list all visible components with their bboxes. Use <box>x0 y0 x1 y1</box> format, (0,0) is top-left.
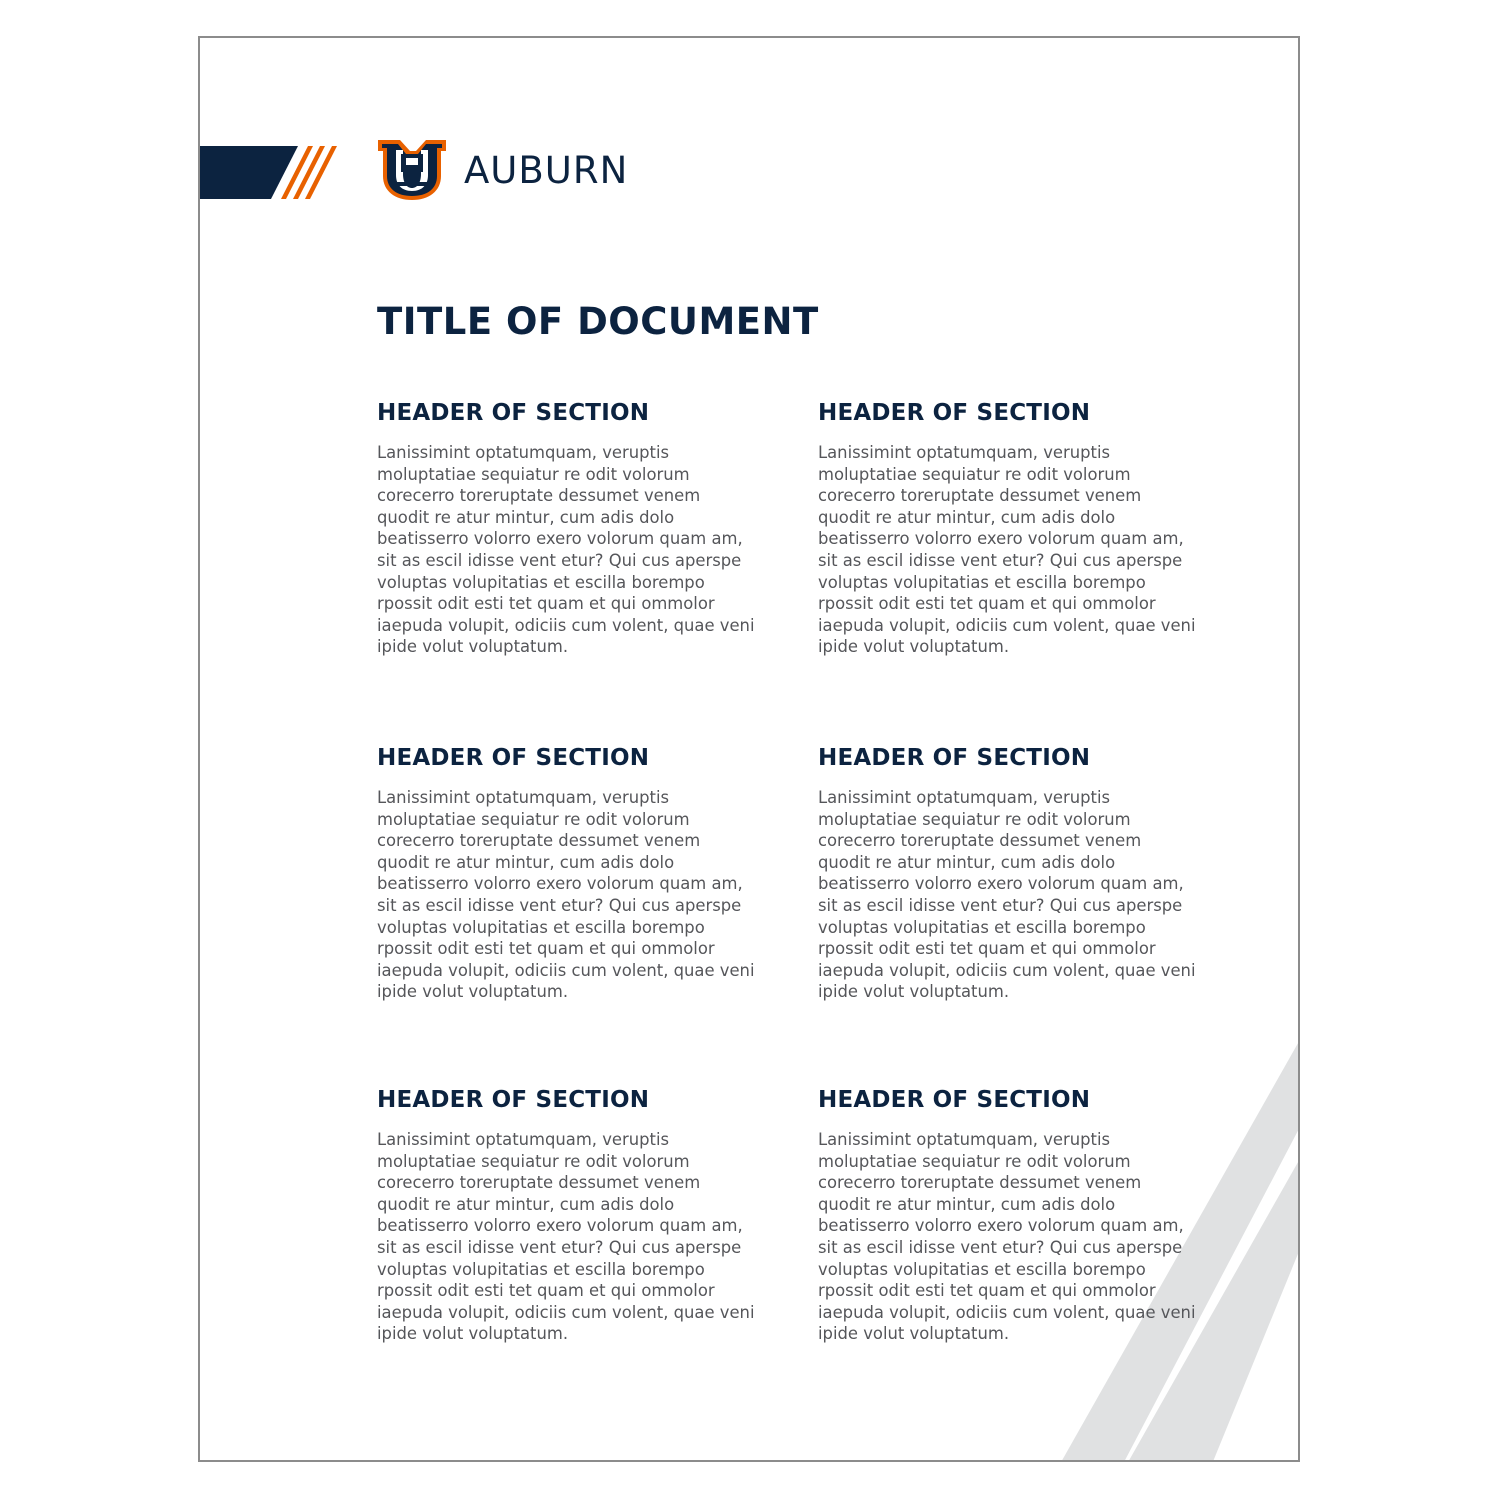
section-body: Lanissimint optatumquam, veruptis moluptatiae sequiatur re odit volorum corecerro toreruptate dessumet venem quodit re atur mintur, cum adis dolo beatisserro volorro exero volorum quam am, sit as escil idisse vent etur? Qui cus aperspe voluptas volupitatias et escilla borempo rpossit odit esti tet quam et qui ommolor iaepuda volupit, odiciis cum volent, quae veni ipide volut voluptatum. <box>818 788 1196 1002</box>
navy-accent-bar <box>200 146 298 199</box>
document-page <box>198 36 1300 1462</box>
section-header: HEADER OF SECTION <box>377 400 650 426</box>
header-accent-bar <box>200 146 342 202</box>
section-body: Lanissimint optatumquam, veruptis moluptatiae sequiatur re odit volorum corecerro toreruptate dessumet venem quodit re atur mintur, cum adis dolo beatisserro volorro exero volorum quam am, sit as escil idisse vent etur? Qui cus aperspe voluptas volupitatias et escilla borempo rpossit odit esti tet quam et qui ommolor iaepuda volupit, odiciis cum volent, quae veni ipide volut voluptatum. <box>818 1130 1196 1344</box>
section-3 <box>377 743 777 1003</box>
au-logo-icon <box>376 138 448 202</box>
section-4 <box>818 743 1218 1003</box>
document-title: TITLE OF DOCUMENT <box>377 300 819 343</box>
section-5 <box>377 1085 777 1345</box>
section-header: HEADER OF SECTION <box>818 400 1091 426</box>
section-header: HEADER OF SECTION <box>818 1087 1091 1113</box>
section-header: HEADER OF SECTION <box>377 1087 650 1113</box>
section-body: Lanissimint optatumquam, veruptis moluptatiae sequiatur re odit volorum corecerro toreruptate dessumet venem quodit re atur mintur, cum adis dolo beatisserro volorro exero volorum quam am, sit as escil idisse vent etur? Qui cus aperspe voluptas volupitatias et escilla borempo rpossit odit esti tet quam et qui ommolor iaepuda volupit, odiciis cum volent, quae veni ipide volut voluptatum. <box>377 788 755 1002</box>
section-header: HEADER OF SECTION <box>377 745 650 771</box>
section-6 <box>818 1085 1218 1345</box>
section-body: Lanissimint optatumquam, veruptis moluptatiae sequiatur re odit volorum corecerro toreruptate dessumet venem quodit re atur mintur, cum adis dolo beatisserro volorro exero volorum quam am, sit as escil idisse vent etur? Qui cus aperspe voluptas volupitatias et escilla borempo rpossit odit esti tet quam et qui ommolor iaepuda volupit, odiciis cum volent, quae veni ipide volut voluptatum. <box>818 443 1196 657</box>
section-1 <box>377 398 777 658</box>
section-header: HEADER OF SECTION <box>818 745 1091 771</box>
section-body: Lanissimint optatumquam, veruptis moluptatiae sequiatur re odit volorum corecerro toreruptate dessumet venem quodit re atur mintur, cum adis dolo beatisserro volorro exero volorum quam am, sit as escil idisse vent etur? Qui cus aperspe voluptas volupitatias et escilla borempo rpossit odit esti tet quam et qui ommolor iaepuda volupit, odiciis cum volent, quae veni ipide volut voluptatum. <box>377 1130 755 1344</box>
section-body: Lanissimint optatumquam, veruptis moluptatiae sequiatur re odit volorum corecerro toreruptate dessumet venem quodit re atur mintur, cum adis dolo beatisserro volorro exero volorum quam am, sit as escil idisse vent etur? Qui cus aperspe voluptas volupitatias et escilla borempo rpossit odit esti tet quam et qui ommolor iaepuda volupit, odiciis cum volent, quae veni ipide volut voluptatum. <box>377 443 755 657</box>
auburn-logo <box>376 138 628 202</box>
auburn-wordmark: AUBURN <box>464 148 629 192</box>
section-2 <box>818 398 1218 658</box>
